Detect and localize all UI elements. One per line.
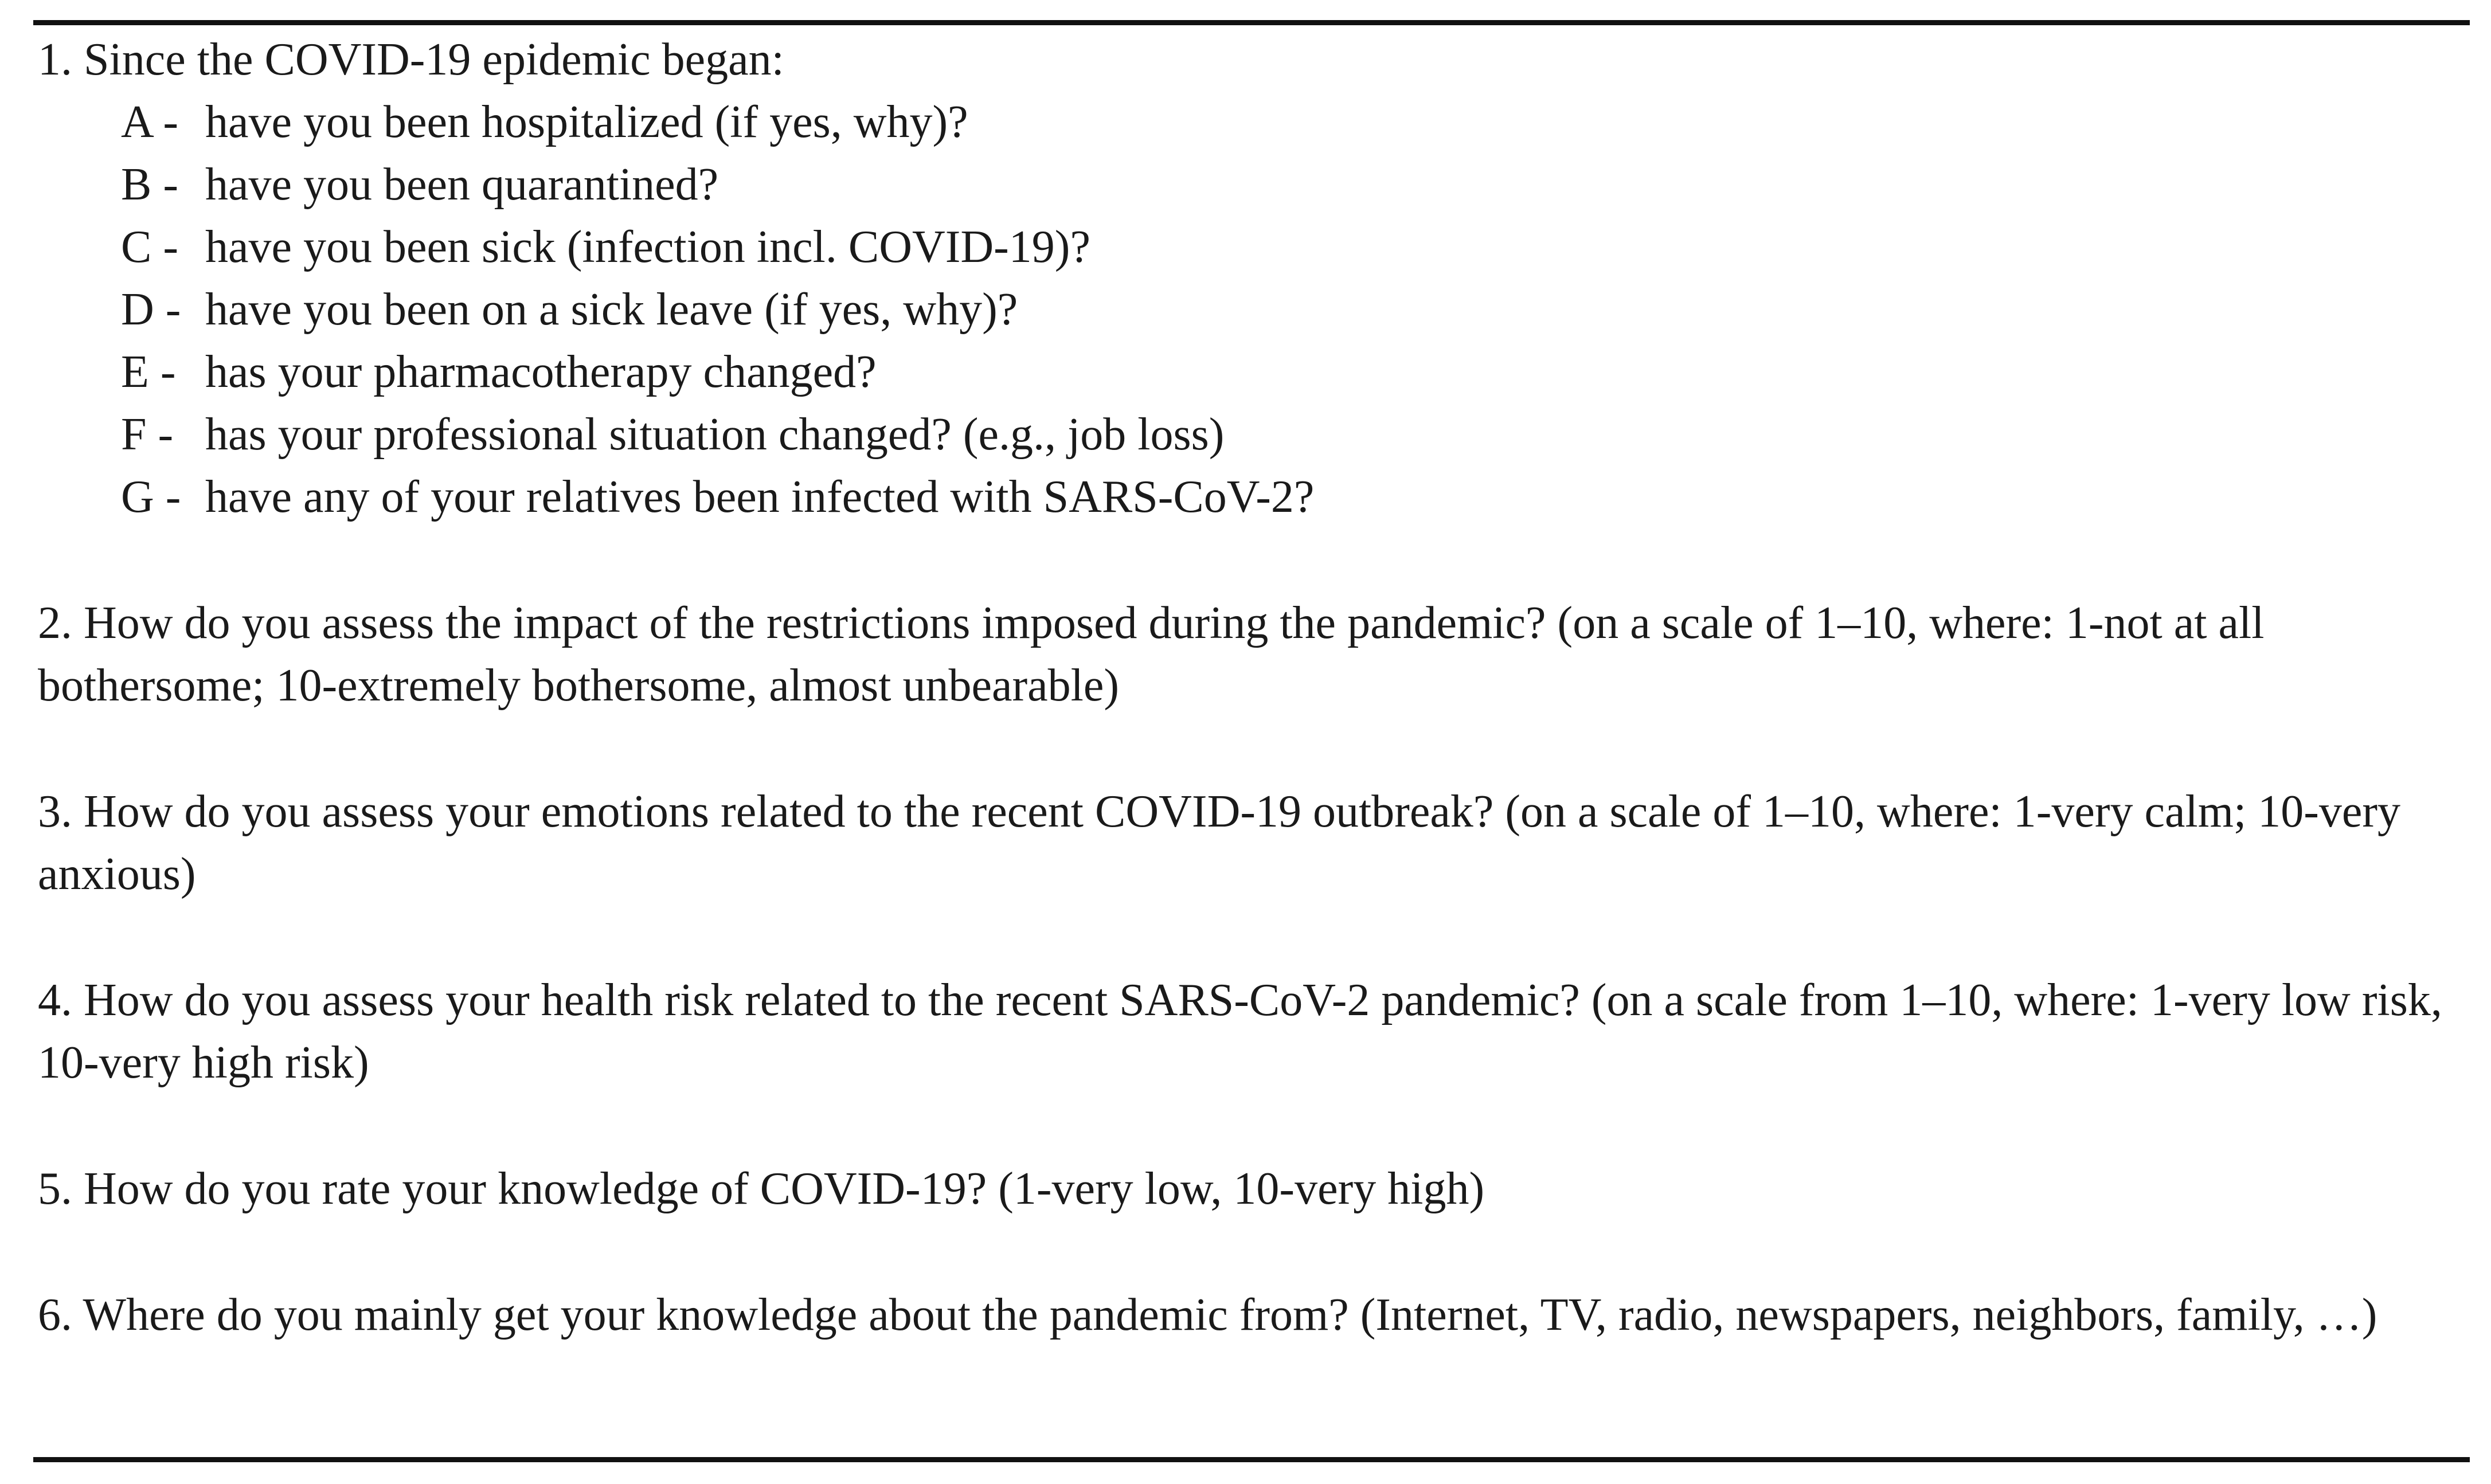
- item-text: have you been hospitalized (if yes, why)?: [205, 97, 968, 147]
- item-text: has your professional situation changed? (e.g., job loss): [205, 409, 1225, 460]
- item-letter: D -: [121, 284, 181, 335]
- item-letter: F -: [121, 409, 174, 460]
- question-1-item-d: [38, 279, 2474, 341]
- item-letter: C -: [121, 222, 178, 272]
- question-4: 4. How do you assess your health risk related to the recent SARS-CoV-2 pandemic? (on a scale from 1–10, where: 1-very low risk, 10-very high risk): [38, 975, 2442, 1088]
- top-rule: [33, 20, 2470, 25]
- question-1-item-e: [38, 341, 2474, 404]
- question-1-item-a: [38, 91, 2474, 154]
- question-1-item-f: [38, 404, 2474, 466]
- item-text: have you been on a sick leave (if yes, why)?: [205, 284, 1018, 335]
- question-3: 3. How do you assess your emotions related to the recent COVID-19 outbreak? (on a scale of 1–10, where: 1-very calm; 10-very anxious): [38, 786, 2400, 899]
- question-1-heading: 1. Since the COVID-19 epidemic began:: [38, 34, 784, 85]
- question-6: 6. Where do you mainly get your knowledge about the pandemic from? (Internet, TV, radio, newspapers, neighbors, family, …): [38, 1290, 2377, 1340]
- item-letter: G -: [121, 472, 181, 522]
- item-text: have you been sick (infection incl. COVID-19)?: [205, 222, 1090, 272]
- item-text: have any of your relatives been infected with SARS-CoV-2?: [205, 472, 1315, 522]
- question-1-item-c: [38, 216, 2474, 279]
- item-letter: A -: [121, 97, 178, 147]
- item-letter: B -: [121, 159, 178, 210]
- question-5: 5. How do you rate your knowledge of COVID-19? (1-very low, 10-very high): [38, 1164, 1485, 1214]
- question-2: 2. How do you assess the impact of the restrictions imposed during the pandemic? (on a scale of 1–10, where: 1-not at all bothersome; 10-extremely bothersome, almost unbearable): [38, 598, 2265, 711]
- questionnaire: [38, 29, 2474, 1346]
- bottom-rule: [33, 1457, 2470, 1462]
- question-1-item-g: [38, 466, 2474, 528]
- item-text: has your pharmacotherapy changed?: [205, 347, 877, 397]
- item-text: have you been quarantined?: [205, 159, 719, 210]
- item-letter: E -: [121, 347, 176, 397]
- question-1-item-b: [38, 154, 2474, 216]
- question-1-subitems: [38, 91, 2474, 528]
